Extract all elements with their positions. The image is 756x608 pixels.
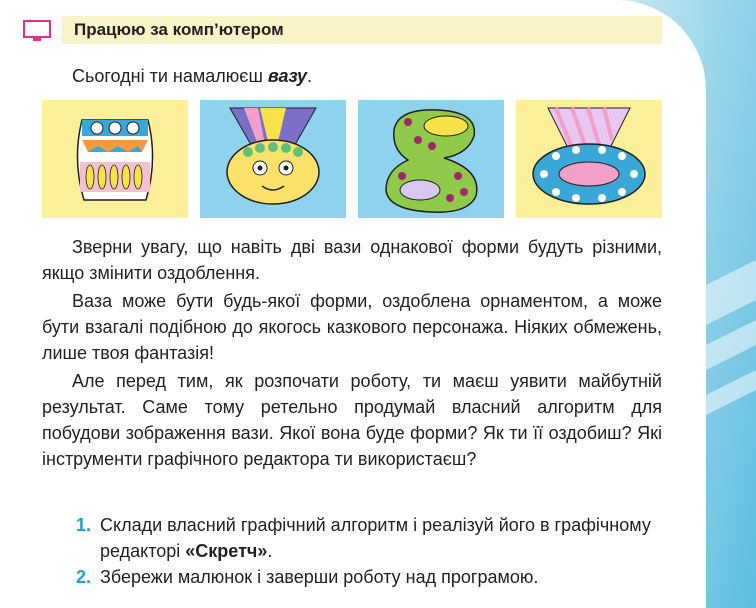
intro-emphasis: вазу xyxy=(267,66,308,86)
step-item xyxy=(76,564,666,590)
step-number: 2. xyxy=(76,567,92,587)
vase-oval-image xyxy=(516,100,662,218)
vase-dotted-image xyxy=(358,100,504,218)
intro-text xyxy=(72,66,312,87)
step-text-end: . xyxy=(267,541,273,561)
step-number: 1. xyxy=(76,515,92,535)
vase-face-image xyxy=(200,100,346,218)
step-item xyxy=(76,512,666,564)
intro-prefix: Сьогодні ти намалюєш xyxy=(72,66,268,86)
step-text xyxy=(100,564,538,590)
vase-striped-image xyxy=(42,100,188,218)
intro-suffix: . xyxy=(307,66,313,86)
step-text-bold: «Скретч» xyxy=(185,541,268,561)
paragraph: Ваза може бути будь-якої форми, оздоблена орнаментом, а може бути взагалі подібною до якогось казкового персонажа. Ніяких обмежень, лише твоя фантазія! xyxy=(42,291,662,363)
vase-gallery xyxy=(42,100,662,218)
steps-list xyxy=(76,512,666,590)
section-header xyxy=(14,16,662,44)
step-text-main: Склади власний графічний алгоритм і реалізуй його в графічному редакторі xyxy=(100,515,651,561)
paragraph: Але перед тим, як розпочати роботу, ти маєш уявити майбутній результат. Саме тому ретельно продумай власний алгоритм для побудови зображення вази. Якої вона буде форми? Як ти її оздобиш? Які інструменти графічного редактора ти використаєш? xyxy=(42,371,662,469)
monitor-icon xyxy=(22,19,52,43)
step-text xyxy=(100,512,666,564)
paragraph: Зверни увагу, що навіть дві вази однакової форми будуть різними, якщо змінити оздоблення. xyxy=(42,237,662,283)
step-text-main: Збережи малюнок і заверши роботу над програмою. xyxy=(100,567,539,587)
body-text xyxy=(42,234,662,474)
section-title: Працюю за комп’ютером xyxy=(74,20,284,39)
